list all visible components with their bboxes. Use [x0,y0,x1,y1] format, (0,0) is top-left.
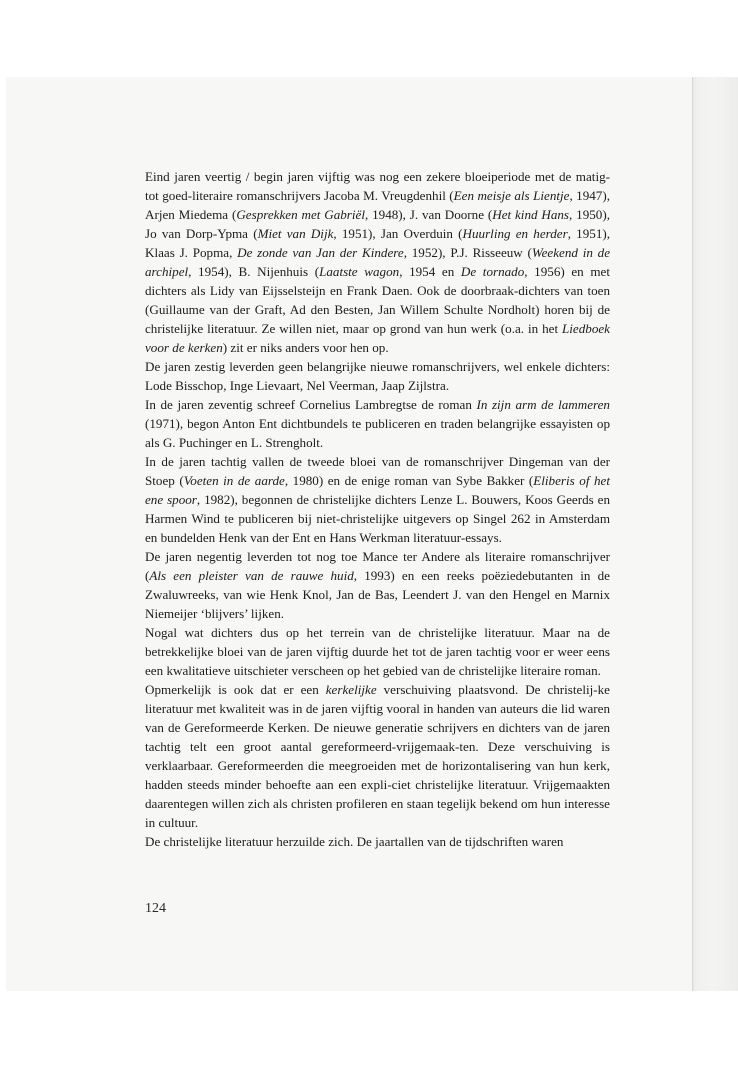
paragraph [145,357,610,395]
italic-title: Een meisje als Lientje [453,188,570,203]
text-run: In de jaren zeventig schreef Cornelius Lambregtse de roman [145,397,477,412]
text-run: , 1980) en de enige roman van Sybe Bakker ( [284,473,534,488]
italic-title: De tornado [460,264,525,279]
italic-title: In zijn arm de lammeren [476,397,610,412]
italic-title: kerkelijke [325,682,377,697]
paragraph [145,452,610,547]
body-text [145,167,610,851]
text-run: , 1947), Arjen Miedema ( [145,188,610,222]
text-run: , 1952), P.J. Risseeuw ( [403,245,532,260]
text-run: Opmerkelijk is ook dat er een [145,682,326,697]
text-run: De jaren negentig leverden tot nog toe Mance ter Andere als literaire romanschrijver ( [145,549,610,583]
text-run: , 1951), Jan Overduin ( [333,226,463,241]
italic-title: Eliberis of het ene spoor [145,473,610,507]
text-run: Nogal wat dichters dus op het terrein van de christelijke literatuur. Maar na de betrekkelijke bloei van de jaren vijftig duurde het tot de jaren tachtig voor er weer eens een kwalitatieve uitschieter verscheen op het gebied van de christelijke literaire roman. [145,625,610,678]
italic-title: Gesprekken met Gabriël [236,207,365,222]
italic-title: Huurling en herder [462,226,568,241]
italic-title: Het kind Hans [492,207,570,222]
italic-title: Laatste wagon [319,264,400,279]
text-run: (1971), begon Anton Ent dichtbundels te publiceren en traden belangrijke essayisten op als G. Puchinger en L. Strengholt. [145,416,610,450]
paragraph [145,832,610,851]
page-stack-edge [692,77,738,991]
text-run: , 1993) en een reeks poëziedebutanten in de Zwaluwreeks, van wie Henk Knol, Jan de Bas, Leendert J. van den Hengel en Marnix Niemeijer ‘blijvers’ lijken. [145,568,610,621]
text-run: Eind jaren veertig / begin jaren vijftig was nog een zekere bloeiperiode met de matig- tot goed-literaire romanschrijvers Jacoba M. Vreugdenhil ( [145,169,610,203]
paragraph [145,547,610,623]
text-run: , 1956) en met dichters als Lidy van Eijsselsteijn en Frank Daen. Ook de doorbraak-dichters van toen (Guillaume van der Graft, Ad den Besten, Jan Willem Schulte Nordholt) horen bij de christelijke literatuur. Ze willen niet, maar op grond van hun werk (o.a. in het [145,264,610,336]
italic-title: Liedboek voor de kerken [145,321,610,355]
text-run: , 1982), begonnen de christelijke dichters Lenze L. Bouwers, Koos Geerds en Harmen Wind te publiceren bij niet-christelijke uitgevers op Singel 262 in Amsterdam en bundelden Henk van der Ent en Hans Werkman literatuur-essays. [145,492,610,545]
paragraph [145,395,610,452]
text-run: , 1948), J. van Doorne ( [364,207,493,222]
text-run: , 1950), Jo van Dorp-Ypma ( [145,207,610,241]
text-run: De christelijke literatuur herzuilde zich. De jaartallen van de tijdschriften waren [145,834,564,849]
italic-title: De zonde van Jan der Kindere [237,245,404,260]
text-run: ) zit er niks anders voor hen op. [222,340,389,355]
text-run: , 1954 en [399,264,461,279]
italic-title: Miet van Dijk [257,226,334,241]
paragraph [145,680,610,832]
italic-title: Als een pleister van de rauwe huid [149,568,354,583]
paragraph [145,623,610,680]
paragraph [145,167,610,357]
text-run: , 1951), Klaas J. Popma, [145,226,611,260]
text-run: De jaren zestig leverden geen belangrijke nieuwe romanschrijvers, wel enkele dichters: Lode Bisschop, Inge Lievaart, Nel Veerman, Jaap Zijlstra. [145,359,610,393]
text-run: , 1954), B. Nijenhuis ( [188,264,320,279]
italic-title: Weekend in de archipel [145,245,611,279]
italic-title: Voeten in de aarde [183,473,285,488]
page-number: 124 [145,901,166,916]
text-run: verschuiving plaatsvond. De christelij-ke literatuur met kwaliteit was in de jaren vijftig vooral in handen van auteurs die lid waren van de Gereformeerde Kerken. De nieuwe generatie schrijvers en dichters van de jaren tachtig telt een groot aantal gereformeerd-vrijgemaak-ten. Deze verschuiving is verklaarbaar. Gereformeerden die meegroeiden met de horizontalisering van hun kerk, hadden steeds minder behoefte aan een expli-ciet christelijke literatuur. Vrijgemaakten daarentegen willen zich als christen profileren en staan tegelijk bekend om hun interesse in cultuur. [145,682,610,830]
text-run: In de jaren tachtig vallen de tweede bloei van de romanschrijver Dingeman van der Stoep ( [145,454,610,488]
